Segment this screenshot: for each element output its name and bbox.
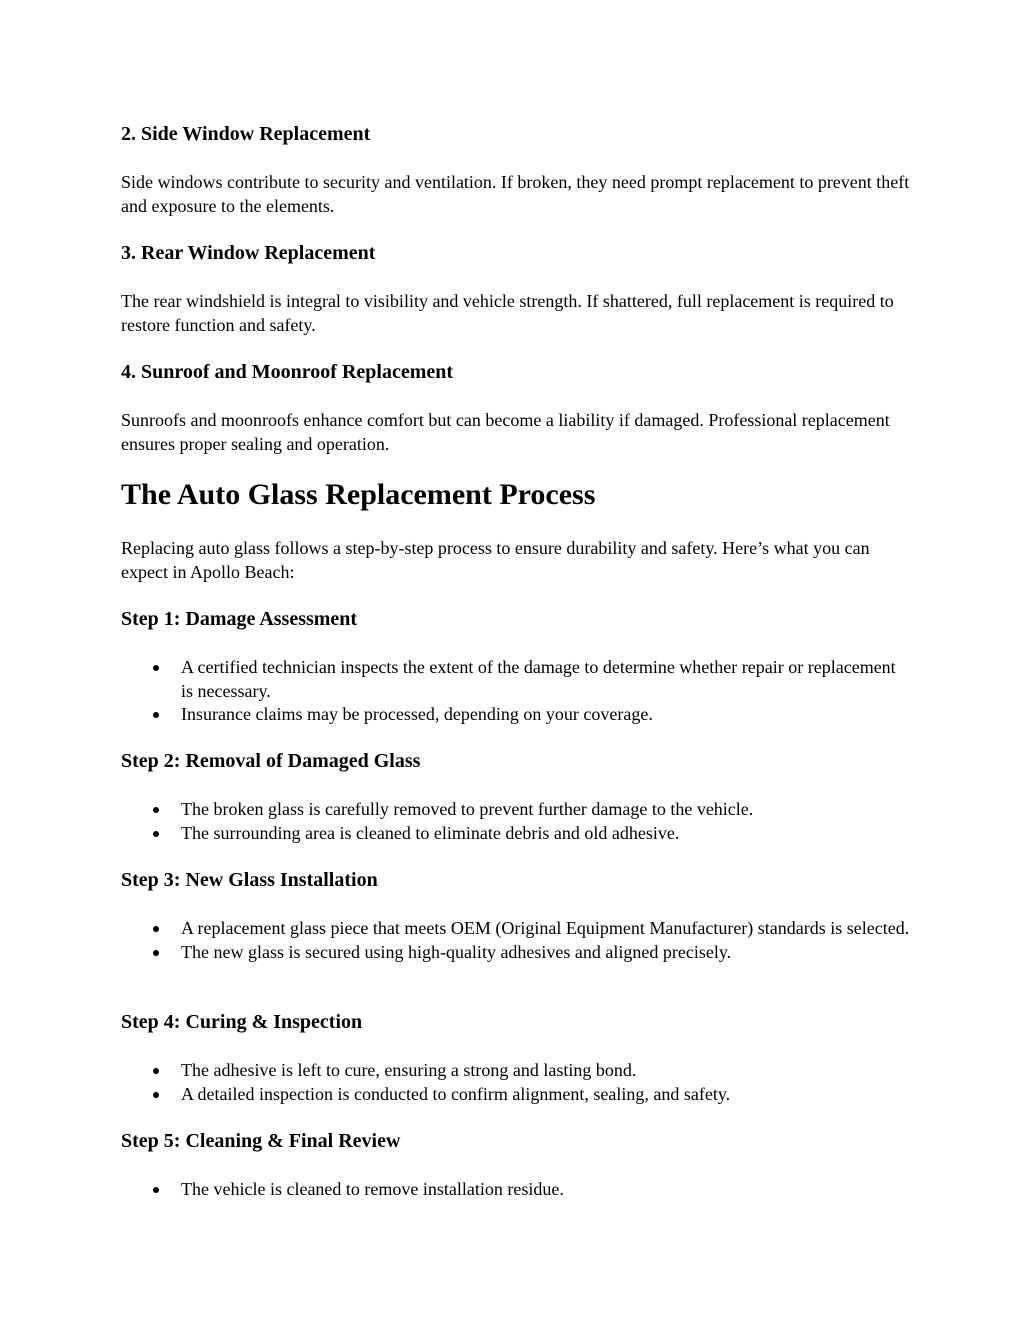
section-heading-sunroof: 4. Sunroof and Moonroof Replacement bbox=[121, 361, 454, 383]
list-item: Insurance claims may be processed, depending on your coverage. bbox=[121, 703, 911, 727]
list-item: A detailed inspection is conducted to confirm alignment, sealing, and safety. bbox=[121, 1083, 911, 1107]
list-item: The new glass is secured using high-quality adhesives and aligned precisely. bbox=[121, 941, 911, 965]
process-intro: Replacing auto glass follows a step-by-step process to ensure durability and safety. Here’s what you can expect in Apollo Beach: bbox=[121, 538, 870, 582]
step-4-heading: Step 4: Curing & Inspection bbox=[121, 1011, 363, 1033]
step-5-bullet-list bbox=[121, 1178, 911, 1202]
list-item: The vehicle is cleaned to remove installation residue. bbox=[121, 1178, 911, 1202]
section-heading-rear-window: 3. Rear Window Replacement bbox=[121, 242, 376, 264]
list-item: The broken glass is carefully removed to prevent further damage to the vehicle. bbox=[121, 798, 911, 822]
section-paragraph-side-window: Side windows contribute to security and ventilation. If broken, they need prompt replacement to prevent theft and exposure to the elements. bbox=[121, 172, 910, 216]
section-paragraph-rear-window: The rear windshield is integral to visibility and vehicle strength. If shattered, full replacement is required to restore function and safety. bbox=[121, 291, 894, 335]
section-heading-side-window: 2. Side Window Replacement bbox=[121, 123, 371, 145]
list-item: The adhesive is left to cure, ensuring a strong and lasting bond. bbox=[121, 1059, 911, 1083]
list-item: A replacement glass piece that meets OEM (Original Equipment Manufacturer) standards is selected. bbox=[121, 917, 911, 941]
step-3-bullet-list bbox=[121, 917, 911, 964]
step-1-heading: Step 1: Damage Assessment bbox=[121, 608, 358, 630]
step-3-heading: Step 3: New Glass Installation bbox=[121, 869, 378, 891]
list-item: A certified technician inspects the extent of the damage to determine whether repair or replacement is necessary. bbox=[121, 656, 911, 703]
step-4-bullet-list bbox=[121, 1059, 911, 1106]
process-title: The Auto Glass Replacement Process bbox=[121, 478, 596, 511]
section-paragraph-sunroof: Sunroofs and moonroofs enhance comfort but can become a liability if damaged. Professional replacement ensures proper sealing and operation. bbox=[121, 410, 890, 454]
step-5-heading: Step 5: Cleaning & Final Review bbox=[121, 1130, 401, 1152]
list-item: The surrounding area is cleaned to eliminate debris and old adhesive. bbox=[121, 822, 911, 846]
step-1-bullet-list bbox=[121, 656, 911, 727]
step-2-bullet-list bbox=[121, 798, 911, 845]
step-2-heading: Step 2: Removal of Damaged Glass bbox=[121, 750, 421, 772]
